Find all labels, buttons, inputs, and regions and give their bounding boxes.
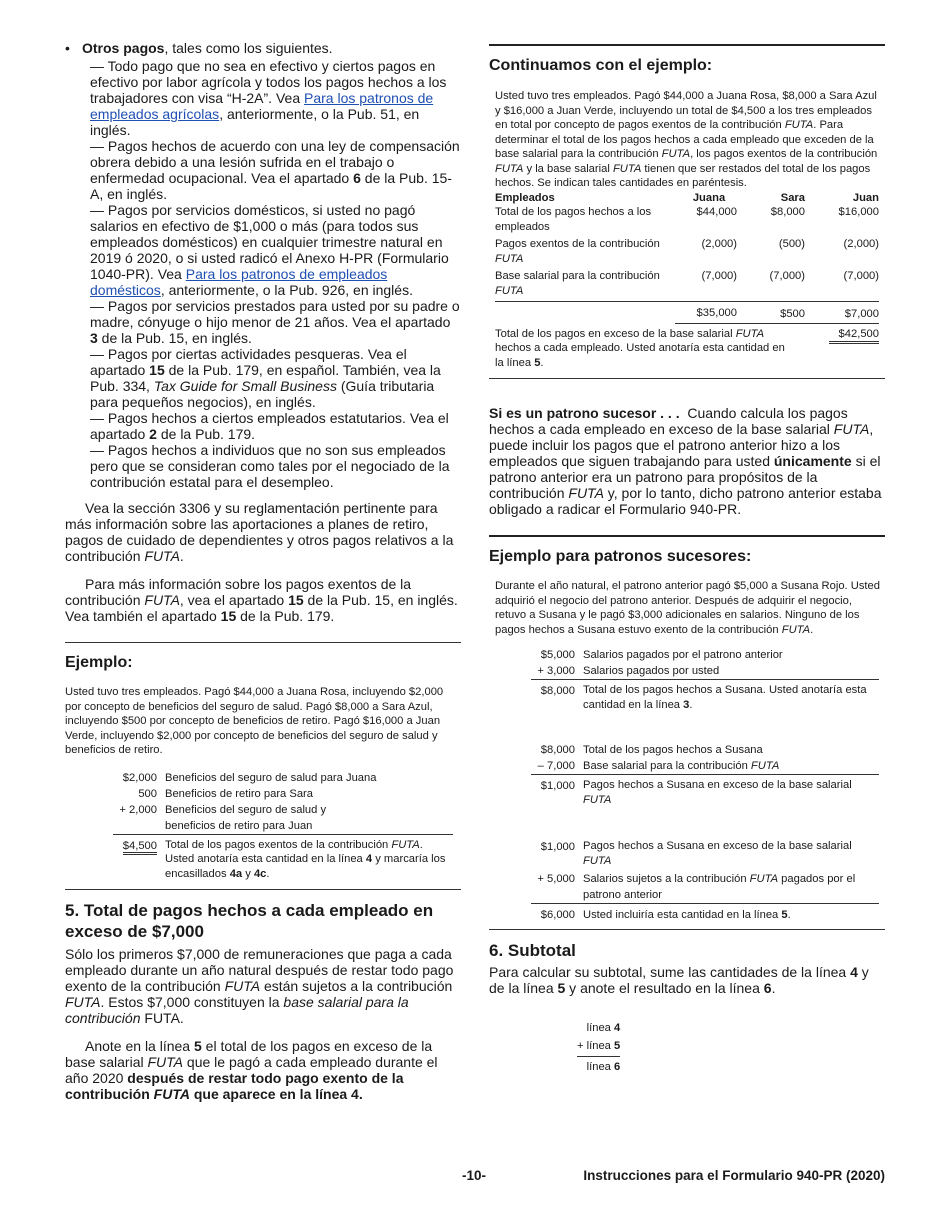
successor-paragraph: Si es un patrono sucesor . . . Cuando calcula los pagos hechos a cada empleado en exceso de la base salarial FUTA, puede incluir los pagos que el patrono anterior hizo a los empleados que siguen trabajando para usted únicamente si el patrono anterior era un patrono para propósitos de la contribución FUTA y, por lo tanto, dicho patrono anterior estaba obligado a radicar el Formulario 940-PR.: [489, 405, 882, 517]
table-total-row: Total de los pagos en exceso de la base salarial FUTA hechos a cada empleado. Usted anotaría esta cantidad en la línea 5. $42,500: [495, 327, 879, 369]
successor-calc-c: [531, 839, 879, 923]
calc-row: $8,000 Total de los pagos hechos a Susana: [540, 744, 763, 756]
right-column: [489, 40, 885, 1075]
footer-title: Instrucciones para el Formulario 940-PR (2020): [583, 1168, 885, 1183]
section-5-heading: 5. Total de pagos hechos a cada empleado en exceso de $7,000: [65, 901, 434, 941]
table-row: Total de los pagos hechos a los empleados $44,000 $8,000 $16,000: [495, 206, 879, 233]
calc-total-row: $1,000 Pagos hechos a Susana en exceso de la base salarial FUTA: [531, 775, 879, 808]
section-6-heading: 6. Subtotal: [489, 941, 576, 960]
bullet-rest: , tales como los siguientes.: [164, 40, 333, 56]
dash-item-1: — Todo pago que no sea en efectivo y ciertos pagos en efectivo por labor agrícola y todos los pagos hechos a los trabajadores con visa “H-2A”. Vea Para los patronos de empleados agrícolas, anteriormente, o la Pub. 51, en inglés.: [90, 58, 447, 138]
link-patronos-domesticos[interactable]: Para los patronos de empleados domésticos: [90, 266, 388, 298]
calc-row: + 5,000 Salarios sujetos a la contribución FUTA pagados por el patrono anterior: [537, 873, 856, 901]
continue-example-heading: Continuamos con el ejemplo:: [489, 57, 713, 74]
employees-table: [495, 191, 879, 371]
table-header-row: Empleados Juana Sara Juan: [495, 191, 879, 204]
calc-row: + línea 5: [577, 1040, 621, 1052]
example-heading: Ejemplo:: [65, 654, 133, 671]
divider: [489, 929, 885, 930]
dash-item-7: — Pagos hechos a individuos que no son sus empleados pero que se consideran como tales por el negociado de la contribución estatal para el desempleo.: [90, 442, 450, 490]
successor-calc-b: [531, 742, 879, 807]
calc-total-row: $8,000 Total de los pagos hechos a Susana. Usted anotaría esta cantidad en la línea 3.: [531, 680, 879, 713]
table-row: Pagos exentos de la contribución FUTA (2,000) (500) (2,000): [495, 238, 879, 265]
subtotal-calc: [577, 1020, 620, 1075]
dash-item-2: — Pagos hechos de acuerdo con una ley de compensación obrera debido a una lesión sufrida en el trabajo o enfermedad ocupacional. Vea el apartado 6 de la Pub. 15-A, en inglés.: [90, 138, 460, 202]
table-row: Base salarial para la contribución FUTA (7,000) (7,000) (7,000): [495, 270, 879, 297]
calc-row: 500 Beneficios de retiro para Sara: [138, 787, 314, 800]
example-text: Usted tuvo tres empleados. Pagó $44,000 a Juana Rosa, incluyendo $2,000 por concepto de beneficios del seguro de salud. Pagó $8,000 a Sara Azul, incluyendo $500 por concepto de beneficios de retiro. Pagó $16,000 a Juan Verde, incluyendo $2,000 por concepto de beneficios del seguro de salud y beneficios de retiro.: [65, 686, 444, 756]
calc-row: $2,000 Beneficios del seguro de salud para Juana: [122, 771, 377, 784]
calc-total-row: $6,000 Usted incluiría esta cantidad en la línea 5.: [531, 904, 879, 924]
divider: [489, 535, 885, 537]
successor-example-heading: Ejemplo para patronos sucesores:: [489, 548, 752, 565]
left-column: [65, 40, 461, 1102]
calc-total-row: $4,500 Total de los pagos exentos de la contribución FUTA. Usted anotaría esta cantidad en la línea 4 y marcaría los encasillados 4a y 4c.: [113, 834, 453, 881]
successor-calc-a: [531, 647, 879, 712]
successor-example-text: Durante el año natural, el patrono anterior pagó $5,000 a Susana Rojo. Usted adquirió el negocio del patrono anterior. Después de adquirir el negocio, retuvo a Susana y le pagó $3,000 adicionales en salarios. Ninguno de los pagos hechos a Susana estuvo exento de la contribución FUTA.: [495, 580, 880, 636]
example-calc-table: [113, 770, 453, 882]
calc-row: $5,000 Salarios pagados por el patrono anterior: [540, 649, 783, 661]
calc-row: línea 4: [586, 1022, 621, 1034]
link-patronos-agricolas[interactable]: Para los patronos de empleados agrícolas: [90, 90, 434, 122]
calc-row: $1,000 Pagos hechos a Susana en exceso de la base salarial FUTA: [540, 840, 852, 867]
table-subtotal-row: $35,000 $500 $7,000: [495, 302, 879, 324]
page-number: -10-: [462, 1168, 487, 1183]
divider: [489, 378, 885, 379]
calc-row: – 7,000 Base salarial para la contribución FUTA: [537, 760, 780, 772]
dash-item-5: — Pagos por ciertas actividades pesqueras. Vea el apartado 15 de la Pub. 179, en español. También, vea la Pub. 334, Tax Guide for Small Business (Guía tributaria para pequeños negocios), en inglés.: [90, 346, 441, 410]
calc-row: + 3,000 Salarios pagados por usted: [537, 665, 720, 677]
dash-item-3: — Pagos por servicios domésticos, si usted no pagó salarios en efectivo de $1,000 o más (para todos sus empleados domésticos) en cualquier trimestre natural en 2019 ó 2020, o si usted radicó el Anexo H-PR (Formulario 1040-PR). Vea Para los patronos de empleados domésticos, anteriormente, o la Pub. 926, en inglés.: [90, 202, 449, 298]
dash-item-6: — Pagos hechos a ciertos empleados estatutarios. Vea el apartado 2 de la Pub. 179.: [90, 410, 449, 442]
section-5-paragraph-1: Sólo los primeros $7,000 de remuneraciones que paga a cada empleado durante un año natural después de restar todo pago exento de la contribución FUTA están sujetos a la contribución FUTA. Estos $7,000 constituyen la base salarial para la contribución FUTA.: [65, 946, 454, 1026]
dash-list: [65, 58, 461, 490]
calc-row: + 2,000 Beneficios del seguro de salud y beneficios de retiro para Juan: [119, 803, 327, 832]
divider: [65, 642, 461, 643]
continue-example-text: Usted tuvo tres empleados. Pagó $44,000 a Juana Rosa, $8,000 a Sara Azul y $16,000 a Juan Verde, incluyendo un total de $4,500 a los tres empleados en total por concepto de pagos exentos de la contribución FUTA. Para determinar el total de los pagos hechos a cada empleado que exceden de la base salarial para la contribución FUTA, los pagos exentos de la contribución FUTA y la base salarial FUTA tienen que ser restados del total de los pagos hechos. Se indican tales cantidades en paréntesis.: [495, 90, 878, 189]
bullet-dot: •: [65, 40, 70, 56]
divider: [489, 44, 885, 46]
section-6-paragraph: Para calcular su subtotal, sume las cantidades de la línea 4 y de la línea 5 y anote el resultado en la línea 6.: [489, 964, 869, 996]
calc-total-row: línea 6: [577, 1057, 620, 1076]
dash-item-4: — Pagos por servicios prestados para usted por su padre o madre, cónyuge o hijo menor de 21 años. Vea el apartado 3 de la Pub. 15, en inglés.: [90, 298, 460, 346]
paragraph-seccion-3306: Vea la sección 3306 y su reglamentación pertinente para más información sobre las aportaciones a planes de retiro, pagos de cuidado de dependientes y otros pagos relativos a la contribución FUTA.: [65, 500, 454, 564]
divider: [65, 889, 461, 890]
section-5-paragraph-2: Anote en la línea 5 el total de los pagos en exceso de la base salarial FUTA que le pagó a cada empleado durante el año 2020 después de restar todo pago exento de la contribución FUTA que aparece en la línea 4.: [65, 1038, 438, 1102]
bullet-otros-pagos: [65, 40, 461, 56]
paragraph-pagos-exentos: Para más información sobre los pagos exentos de la contribución FUTA, vea el apartado 15 de la Pub. 15, en inglés. Vea también el apartado 15 de la Pub. 179.: [65, 576, 458, 624]
bullet-title: Otros pagos: [82, 40, 165, 56]
